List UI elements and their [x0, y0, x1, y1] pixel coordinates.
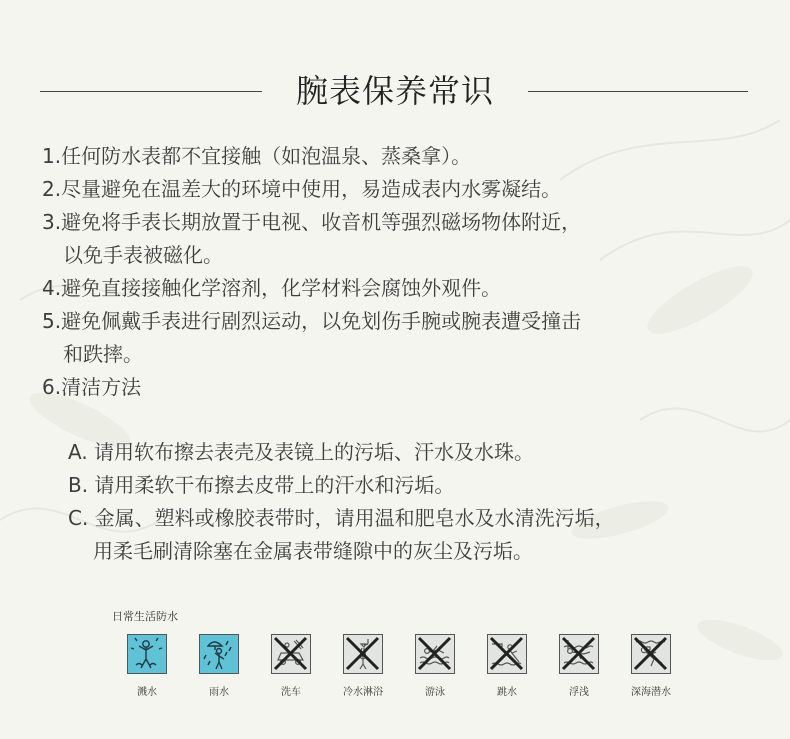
tip-5: 5.避免佩戴手表进行剧烈运动，以免划伤手腕或腕表遭受撞击 — [42, 309, 582, 333]
car-wash-icon — [271, 634, 311, 674]
wr-label-car-wash: 洗车 — [281, 687, 301, 698]
tip-2: 2.尽量避免在温差大的环境中使用，易造成表内水雾凝结。 — [42, 177, 562, 201]
rain-icon — [199, 634, 239, 674]
tip-3-continued: 以免手表被磁化。 — [63, 243, 223, 267]
wr-item-deep-sea-diving — [621, 634, 681, 698]
wr-label-rain: 雨水 — [209, 687, 229, 698]
care-tips-list — [42, 140, 762, 404]
tip-1: 1.任何防水表都不宜接触（如泡温泉、蒸桑拿）。 — [42, 144, 472, 168]
splash-icon — [127, 634, 167, 674]
wr-item-diving — [477, 634, 537, 698]
wr-label-deep-sea-diving: 深海潜水 — [631, 687, 671, 698]
tip-3: 3.避免将手表长期放置于电视、收音机等强烈磁场物体附近， — [42, 210, 582, 234]
diving-icon — [487, 634, 527, 674]
tip-5-continued: 和跌摔。 — [63, 342, 143, 366]
wr-item-swimming — [405, 634, 465, 698]
wr-item-car-wash — [261, 634, 321, 698]
cleaning-b: B. 请用柔软干布擦去皮带上的汗水和污垢。 — [68, 473, 455, 497]
wr-item-shower — [333, 634, 393, 698]
wr-item-splash — [117, 634, 177, 698]
tip-4: 4.避免直接接触化学溶剂，化学材料会腐蚀外观件。 — [42, 276, 502, 300]
snorkeling-icon — [559, 634, 599, 674]
swimming-icon — [415, 634, 455, 674]
wr-label-snorkeling: 浮浅 — [569, 687, 589, 698]
wr-label-splash: 溅水 — [137, 687, 157, 698]
tip-6: 6.清洁方法 — [42, 375, 142, 399]
cleaning-methods-list — [68, 436, 768, 568]
water-resistance-icons — [117, 634, 677, 704]
cleaning-a: A. 请用软布擦去表壳及表镜上的污垢、汗水及水珠。 — [68, 440, 535, 464]
wr-label-swimming: 游泳 — [425, 687, 445, 698]
title-divider-right — [528, 91, 748, 92]
page-title: 腕表保养常识 — [295, 72, 494, 110]
title-divider-left — [40, 91, 262, 92]
deep-sea-diving-icon — [631, 634, 671, 674]
title-row — [0, 68, 790, 114]
wr-item-rain — [189, 634, 249, 698]
wr-label-shower: 冷水淋浴 — [343, 687, 383, 698]
wr-label-diving: 跳水 — [497, 687, 517, 698]
shower-icon — [343, 634, 383, 674]
cleaning-c-continued: 用柔毛刷清除塞在金属表带缝隙中的灰尘及污垢。 — [93, 539, 533, 563]
wr-item-snorkeling — [549, 634, 609, 698]
water-resistance-title: 日常生活防水 — [112, 610, 178, 623]
cleaning-c: C. 金属、塑料或橡胶表带时，请用温和肥皂水及水清洗污垢， — [68, 506, 615, 530]
